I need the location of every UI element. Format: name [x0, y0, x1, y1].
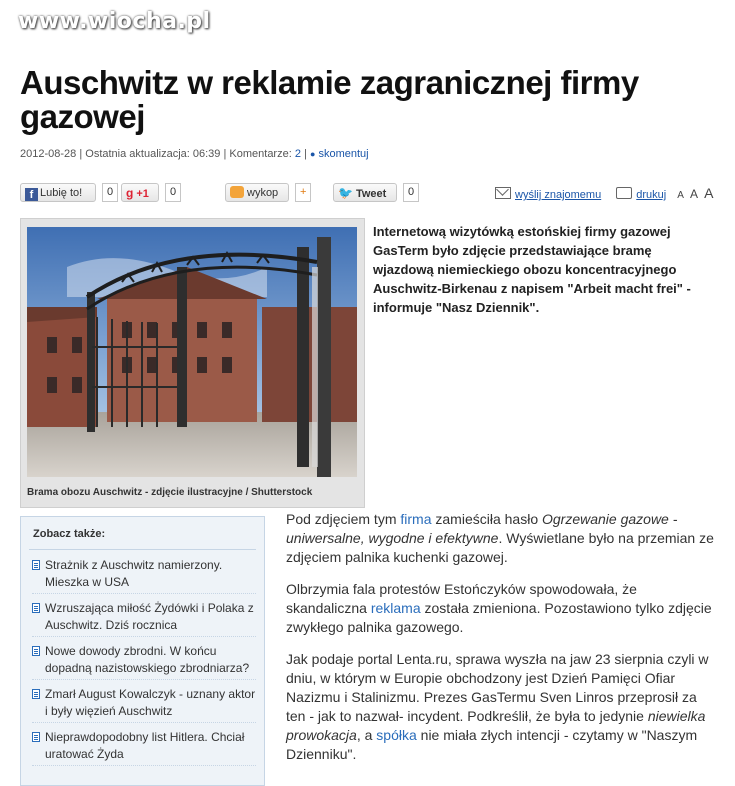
tweet-label: Tweet [355, 188, 387, 200]
facebook-like-button[interactable] [20, 183, 96, 202]
article-lead: Internetową wizytówką estońskiej firmy gazowej GasTerm było zdjęcie przedstawiające bramę wjazdową niemieckiego obozu koncentracyjnego Auschwitz-Birkenau z napisem "Arbeit macht frei" - informuje "Nasz Dziennik". [373, 224, 691, 315]
see-also-heading: Zobacz także: [33, 528, 106, 540]
twitter-bird-icon: 🐦 [338, 186, 353, 200]
auschwitz-gate-photo [27, 227, 357, 477]
font-size-large[interactable]: A [704, 185, 714, 201]
paragraph-2 [286, 580, 716, 637]
link-reklama[interactable]: reklama [370, 600, 421, 616]
facebook-like-label: Lubię to! [40, 187, 83, 199]
see-also-item[interactable] [32, 643, 256, 680]
facebook-count: 0 [102, 183, 118, 202]
tweet-count: 0 [403, 183, 419, 202]
image-caption: Brama obozu Auschwitz - zdjęcie ilustracyjne / Shutterstock [27, 487, 313, 498]
facebook-icon: f [25, 188, 38, 201]
article-body [286, 510, 716, 777]
see-also-item[interactable] [32, 600, 256, 637]
wykop-icon [230, 186, 244, 198]
text-run: , a [356, 727, 377, 743]
see-also-item[interactable] [32, 686, 256, 723]
comments-label: Komentarze: [229, 148, 292, 160]
see-also-item-label: Zmarł August Kowalczyk - uznany aktor i były więzień Auschwitz [45, 687, 256, 718]
social-bar [20, 181, 720, 207]
text-run: . Wyświetlane było na przemian ze zdjęciem palnika kuchenki gazowej. [286, 530, 714, 565]
see-also-list [32, 557, 256, 772]
article-tools [495, 185, 716, 201]
document-icon [32, 603, 40, 613]
text-run: Pod zdjęciem tym [286, 511, 401, 527]
see-also-item[interactable] [32, 557, 256, 594]
see-also-divider [29, 549, 256, 550]
see-also-box [20, 516, 265, 786]
link-firma[interactable]: firma [400, 511, 432, 527]
updated-time: 06:39 [192, 148, 221, 160]
paragraph-1 [286, 510, 716, 567]
wykop-plus[interactable]: + [295, 183, 311, 202]
send-to-friend-link[interactable]: wyślij znajomemu [515, 189, 602, 201]
google-plus-icon: g [126, 186, 134, 200]
google-plus-count: 0 [165, 183, 181, 202]
paragraph-3 [286, 650, 716, 764]
document-icon [32, 732, 40, 742]
see-also-item-label: Nowe dowody zbrodni. W końcu dopadną nazistowskiego zbrodniarza? [45, 644, 250, 675]
text-run: zamieściła hasło [431, 511, 542, 527]
tweet-button[interactable] [333, 183, 397, 202]
article-date: 2012-08-28 [20, 148, 77, 160]
print-link[interactable]: drukuj [636, 189, 667, 201]
document-icon [32, 689, 40, 699]
wykop-button[interactable] [225, 183, 289, 202]
article-figure [20, 218, 365, 508]
google-plus-button[interactable] [121, 183, 159, 202]
google-plus-label: +1 [136, 188, 149, 200]
watermark: www.wiocha.pl [18, 9, 211, 34]
wykop-label: wykop [247, 187, 279, 199]
font-size-medium[interactable]: A [690, 187, 699, 201]
comment-link[interactable]: skomentuj [318, 148, 369, 160]
see-also-item-label: Nieprawdopodobny list Hitlera. Chciał uratować Żyda [45, 730, 245, 761]
see-also-item[interactable] [32, 729, 256, 766]
article-title: Auschwitz w reklamie zagranicznej firmy gazowej [20, 64, 639, 135]
comment-bubble-icon: ● [309, 149, 316, 159]
document-icon [32, 560, 40, 570]
gate-illustration [27, 227, 357, 477]
font-size-controls [677, 185, 716, 201]
text-run: Jak podaje portal Lenta.ru, sprawa wyszła na jaw 23 sierpnia czyli w dniu, w którym w Europie obchodzony jest Dzień Pamięci Ofiar Nazizmu i Stalinizmu. Prezes GasTermu Sven Linros przeprosił za ten - jak to nazwał- incydent. Podkreślił, że była to jedynie [286, 651, 709, 724]
text-run: została zmieniona. Pozostawiono tylko zdjęcie zwykłego palnika gazowego. [286, 600, 712, 635]
text-run: nie miała złych intencji - czytamy w "Naszym Dzienniku". [286, 727, 698, 762]
text-run: Olbrzymia fala protestów Estończyków spowodowała, że skandaliczna [286, 581, 637, 616]
emphasis: niewielka prowokacja [286, 708, 706, 743]
printer-icon [616, 187, 632, 199]
updated-label: Ostatnia aktualizacja: [85, 148, 190, 160]
envelope-icon [495, 187, 511, 199]
see-also-item-label: Strażnik z Auschwitz namierzony. Mieszka w USA [45, 558, 223, 589]
see-also-item-label: Wzruszająca miłość Żydówki i Polaka z Auschwitz. Dziś rocznica [45, 601, 254, 632]
article-meta: 2012-08-28 | Ostatnia aktualizacja: 06:39 | Komentarze: 2 | ● skomentuj [20, 148, 369, 160]
emphasis: Ogrzewanie gazowe - uniwersalne, wygodne i efektywne [286, 511, 678, 546]
comments-count-link[interactable]: 2 [294, 148, 301, 160]
document-icon [32, 646, 40, 656]
link-spolka[interactable]: spółka [376, 727, 417, 743]
font-size-small[interactable]: A [677, 190, 684, 201]
